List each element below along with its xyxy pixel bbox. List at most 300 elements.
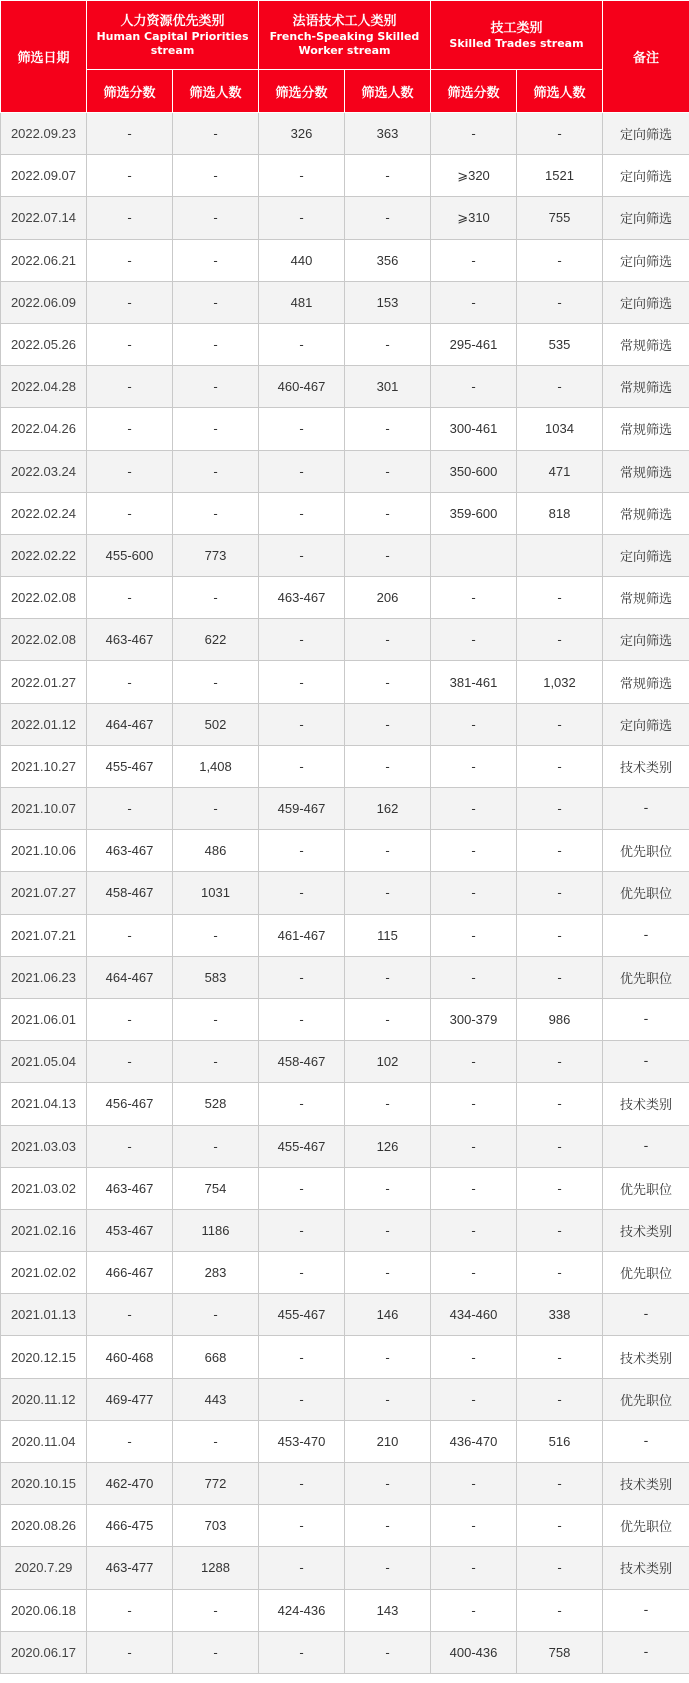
hc-count-cell: 773: [173, 534, 259, 576]
fr-score-cell: -: [259, 998, 345, 1040]
table-row: [1, 745, 689, 787]
fr-count-cell: -: [345, 998, 431, 1040]
st-score-cell: -: [431, 113, 517, 155]
hc-score-cell: 458-467: [87, 872, 173, 914]
date-cell: 2021.10.07: [1, 788, 87, 830]
st-count-cell: -: [517, 1336, 603, 1378]
st-score-cell: -: [431, 1083, 517, 1125]
table-row: [1, 1463, 689, 1505]
table-row: [1, 1209, 689, 1251]
st-score-cell: ⩾320: [431, 155, 517, 197]
note-cell: -: [603, 1294, 689, 1336]
table-row: [1, 956, 689, 998]
st-score-cell: -: [431, 1209, 517, 1251]
fr-count-cell: -: [345, 956, 431, 998]
hc-count-cell: 622: [173, 619, 259, 661]
note-cell: 常规筛选: [603, 323, 689, 365]
table-row: [1, 197, 689, 239]
st-score-cell: 434-460: [431, 1294, 517, 1336]
fr-score-cell: 460-467: [259, 366, 345, 408]
hc-score-cell: -: [87, 998, 173, 1040]
date-cell: 2021.02.16: [1, 1209, 87, 1251]
table-row: [1, 577, 689, 619]
header-date: 筛选日期: [1, 1, 87, 113]
hc-count-cell: -: [173, 239, 259, 281]
table-row: [1, 1631, 689, 1673]
date-cell: 2022.07.14: [1, 197, 87, 239]
date-cell: 2022.01.27: [1, 661, 87, 703]
st-count-cell: -: [517, 956, 603, 998]
note-cell: 优先职位: [603, 956, 689, 998]
note-cell: 常规筛选: [603, 366, 689, 408]
fr-count-cell: -: [345, 492, 431, 534]
st-count-cell: 1034: [517, 408, 603, 450]
table-row: [1, 1083, 689, 1125]
hc-score-cell: -: [87, 914, 173, 956]
date-cell: 2022.03.24: [1, 450, 87, 492]
note-cell: 技术类别: [603, 745, 689, 787]
st-count-cell: -: [517, 1252, 603, 1294]
note-cell: 定向筛选: [603, 281, 689, 323]
st-score-cell: 359-600: [431, 492, 517, 534]
st-score-cell: 436-470: [431, 1420, 517, 1462]
table-row: [1, 1167, 689, 1209]
fr-score-cell: -: [259, 492, 345, 534]
note-cell: 技术类别: [603, 1547, 689, 1589]
fr-score-cell: -: [259, 1463, 345, 1505]
table-row: [1, 788, 689, 830]
header-count: 筛选人数: [517, 70, 603, 113]
fr-score-cell: 440: [259, 239, 345, 281]
hc-count-cell: -: [173, 323, 259, 365]
fr-score-cell: -: [259, 534, 345, 576]
hc-count-cell: 583: [173, 956, 259, 998]
note-cell: 优先职位: [603, 1505, 689, 1547]
fr-score-cell: -: [259, 956, 345, 998]
date-cell: 2020.7.29: [1, 1547, 87, 1589]
hc-score-cell: -: [87, 197, 173, 239]
date-cell: 2021.10.27: [1, 745, 87, 787]
fr-score-cell: -: [259, 1547, 345, 1589]
note-cell: 常规筛选: [603, 492, 689, 534]
hc-count-cell: -: [173, 661, 259, 703]
hc-count-cell: -: [173, 113, 259, 155]
hc-score-cell: -: [87, 239, 173, 281]
table-header: [1, 1, 689, 113]
st-score-cell: -: [431, 1125, 517, 1167]
note-cell: 技术类别: [603, 1463, 689, 1505]
note-cell: 定向筛选: [603, 197, 689, 239]
note-cell: 定向筛选: [603, 619, 689, 661]
fr-score-cell: -: [259, 661, 345, 703]
st-count-cell: -: [517, 1589, 603, 1631]
st-score-cell: -: [431, 1547, 517, 1589]
fr-score-cell: 424-436: [259, 1589, 345, 1631]
date-cell: 2022.02.24: [1, 492, 87, 534]
st-count-cell: -: [517, 745, 603, 787]
fr-count-cell: -: [345, 745, 431, 787]
hc-score-cell: -: [87, 1631, 173, 1673]
note-cell: 优先职位: [603, 1167, 689, 1209]
hc-score-cell: 463-477: [87, 1547, 173, 1589]
st-score-cell: -: [431, 239, 517, 281]
hc-score-cell: 464-467: [87, 956, 173, 998]
note-cell: -: [603, 914, 689, 956]
fr-count-cell: -: [345, 1547, 431, 1589]
st-score-cell: 381-461: [431, 661, 517, 703]
fr-count-cell: 143: [345, 1589, 431, 1631]
hc-score-cell: 464-467: [87, 703, 173, 745]
table-row: [1, 408, 689, 450]
hc-score-cell: -: [87, 408, 173, 450]
fr-count-cell: -: [345, 619, 431, 661]
fr-score-cell: -: [259, 1209, 345, 1251]
fr-score-cell: -: [259, 155, 345, 197]
fr-count-cell: 153: [345, 281, 431, 323]
header-group-skilled-trades-en: Skilled Trades stream: [449, 36, 584, 50]
hc-score-cell: -: [87, 281, 173, 323]
header-group-human-capital-en: Human Capital Priorities stream: [96, 29, 249, 57]
st-score-cell: -: [431, 1167, 517, 1209]
st-count-cell: [517, 534, 603, 576]
date-cell: 2020.11.04: [1, 1420, 87, 1462]
note-cell: 定向筛选: [603, 703, 689, 745]
date-cell: 2022.06.09: [1, 281, 87, 323]
hc-count-cell: -: [173, 1420, 259, 1462]
header-score: 筛选分数: [87, 70, 173, 113]
fr-count-cell: -: [345, 1378, 431, 1420]
hc-count-cell: -: [173, 1294, 259, 1336]
fr-count-cell: 115: [345, 914, 431, 956]
st-score-cell: 295-461: [431, 323, 517, 365]
header-count: 筛选人数: [345, 70, 431, 113]
st-count-cell: -: [517, 788, 603, 830]
note-cell: -: [603, 1631, 689, 1673]
hc-count-cell: -: [173, 577, 259, 619]
st-count-cell: -: [517, 239, 603, 281]
st-score-cell: -: [431, 1041, 517, 1083]
date-cell: 2021.07.27: [1, 872, 87, 914]
table-row: [1, 113, 689, 155]
header-group-french-skilled-en: French-Speaking Skilled Worker stream: [269, 29, 420, 57]
hc-count-cell: -: [173, 788, 259, 830]
note-cell: 定向筛选: [603, 113, 689, 155]
fr-count-cell: -: [345, 1463, 431, 1505]
fr-score-cell: 461-467: [259, 914, 345, 956]
fr-score-cell: -: [259, 1083, 345, 1125]
hc-score-cell: -: [87, 1589, 173, 1631]
fr-score-cell: 459-467: [259, 788, 345, 830]
fr-score-cell: -: [259, 1505, 345, 1547]
table-row: [1, 239, 689, 281]
note-cell: 技术类别: [603, 1336, 689, 1378]
header-score: 筛选分数: [259, 70, 345, 113]
st-score-cell: -: [431, 281, 517, 323]
note-cell: 优先职位: [603, 1378, 689, 1420]
table-row: [1, 830, 689, 872]
header-group-human-capital-cn: 人力资源优先类别: [120, 13, 225, 29]
hc-count-cell: 772: [173, 1463, 259, 1505]
hc-count-cell: -: [173, 408, 259, 450]
hc-score-cell: 463-467: [87, 1167, 173, 1209]
header-score: 筛选分数: [431, 70, 517, 113]
hc-score-cell: -: [87, 1125, 173, 1167]
hc-score-cell: 463-467: [87, 619, 173, 661]
hc-count-cell: 668: [173, 1336, 259, 1378]
header-group-french-skilled: [259, 1, 431, 70]
note-cell: -: [603, 1420, 689, 1462]
fr-count-cell: 102: [345, 1041, 431, 1083]
st-score-cell: -: [431, 577, 517, 619]
table-row: [1, 1125, 689, 1167]
hc-count-cell: 283: [173, 1252, 259, 1294]
table-row: [1, 281, 689, 323]
header-group-skilled-trades: [431, 1, 603, 70]
hc-score-cell: -: [87, 788, 173, 830]
table-row: [1, 1505, 689, 1547]
fr-count-cell: -: [345, 197, 431, 239]
table-row: [1, 1336, 689, 1378]
hc-count-cell: 443: [173, 1378, 259, 1420]
hc-score-cell: -: [87, 323, 173, 365]
table-row: [1, 534, 689, 576]
table-row: [1, 703, 689, 745]
table-row: [1, 1378, 689, 1420]
hc-score-cell: 466-467: [87, 1252, 173, 1294]
fr-count-cell: -: [345, 323, 431, 365]
date-cell: 2020.10.15: [1, 1463, 87, 1505]
fr-count-cell: -: [345, 703, 431, 745]
table-row: [1, 998, 689, 1040]
fr-score-cell: -: [259, 1336, 345, 1378]
st-score-cell: -: [431, 366, 517, 408]
table-row: [1, 1294, 689, 1336]
note-cell: -: [603, 1589, 689, 1631]
hc-count-cell: 1288: [173, 1547, 259, 1589]
hc-score-cell: -: [87, 661, 173, 703]
date-cell: 2022.04.26: [1, 408, 87, 450]
table-row: [1, 323, 689, 365]
fr-count-cell: -: [345, 1083, 431, 1125]
fr-count-cell: -: [345, 661, 431, 703]
date-cell: 2021.06.23: [1, 956, 87, 998]
st-score-cell: 300-461: [431, 408, 517, 450]
st-count-cell: -: [517, 1083, 603, 1125]
hc-count-cell: 528: [173, 1083, 259, 1125]
st-score-cell: -: [431, 788, 517, 830]
note-cell: 定向筛选: [603, 534, 689, 576]
hc-count-cell: -: [173, 1041, 259, 1083]
table-body: [1, 113, 689, 1674]
note-cell: -: [603, 1125, 689, 1167]
table-row: [1, 914, 689, 956]
fr-count-cell: -: [345, 408, 431, 450]
hc-score-cell: 453-467: [87, 1209, 173, 1251]
st-score-cell: 350-600: [431, 450, 517, 492]
date-cell: 2022.05.26: [1, 323, 87, 365]
st-score-cell: -: [431, 745, 517, 787]
date-cell: 2021.05.04: [1, 1041, 87, 1083]
st-count-cell: 1521: [517, 155, 603, 197]
hc-count-cell: -: [173, 1125, 259, 1167]
st-score-cell: -: [431, 703, 517, 745]
fr-count-cell: 363: [345, 113, 431, 155]
note-cell: 常规筛选: [603, 408, 689, 450]
st-count-cell: -: [517, 1547, 603, 1589]
st-count-cell: 986: [517, 998, 603, 1040]
st-score-cell: -: [431, 830, 517, 872]
fr-score-cell: -: [259, 872, 345, 914]
hc-score-cell: 456-467: [87, 1083, 173, 1125]
st-count-cell: 758: [517, 1631, 603, 1673]
hc-score-cell: -: [87, 577, 173, 619]
header-group-human-capital: [87, 1, 259, 70]
date-cell: 2020.06.17: [1, 1631, 87, 1673]
fr-score-cell: -: [259, 408, 345, 450]
header-count: 筛选人数: [173, 70, 259, 113]
hc-score-cell: -: [87, 1420, 173, 1462]
note-cell: 技术类别: [603, 1083, 689, 1125]
hc-count-cell: 1186: [173, 1209, 259, 1251]
date-cell: 2021.06.01: [1, 998, 87, 1040]
fr-score-cell: -: [259, 619, 345, 661]
note-cell: -: [603, 1041, 689, 1083]
st-score-cell: 400-436: [431, 1631, 517, 1673]
st-count-cell: -: [517, 1209, 603, 1251]
table-row: [1, 1589, 689, 1631]
note-cell: 常规筛选: [603, 450, 689, 492]
fr-score-cell: -: [259, 1378, 345, 1420]
fr-score-cell: 455-467: [259, 1294, 345, 1336]
date-cell: 2022.06.21: [1, 239, 87, 281]
date-cell: 2022.01.12: [1, 703, 87, 745]
st-count-cell: 535: [517, 323, 603, 365]
fr-count-cell: 206: [345, 577, 431, 619]
st-count-cell: -: [517, 577, 603, 619]
date-cell: 2021.02.02: [1, 1252, 87, 1294]
date-cell: 2021.01.13: [1, 1294, 87, 1336]
date-cell: 2020.11.12: [1, 1378, 87, 1420]
hc-count-cell: 703: [173, 1505, 259, 1547]
hc-count-cell: 486: [173, 830, 259, 872]
st-score-cell: -: [431, 1252, 517, 1294]
hc-count-cell: -: [173, 197, 259, 239]
fr-count-cell: -: [345, 830, 431, 872]
fr-count-cell: -: [345, 534, 431, 576]
table-row: [1, 1252, 689, 1294]
note-cell: -: [603, 998, 689, 1040]
hc-count-cell: -: [173, 155, 259, 197]
header-group-french-skilled-cn: 法语技术工人类别: [292, 13, 397, 29]
note-cell: 定向筛选: [603, 239, 689, 281]
st-count-cell: -: [517, 703, 603, 745]
date-cell: 2021.10.06: [1, 830, 87, 872]
st-score-cell: -: [431, 1505, 517, 1547]
fr-count-cell: -: [345, 1505, 431, 1547]
hc-count-cell: -: [173, 914, 259, 956]
hc-score-cell: 463-467: [87, 830, 173, 872]
st-score-cell: -: [431, 1589, 517, 1631]
hc-score-cell: -: [87, 1294, 173, 1336]
st-count-cell: -: [517, 914, 603, 956]
fr-score-cell: 455-467: [259, 1125, 345, 1167]
st-score-cell: [431, 534, 517, 576]
fr-score-cell: 481: [259, 281, 345, 323]
st-count-cell: 818: [517, 492, 603, 534]
note-cell: 技术类别: [603, 1209, 689, 1251]
table-row: [1, 1041, 689, 1083]
st-score-cell: 300-379: [431, 998, 517, 1040]
fr-score-cell: -: [259, 1252, 345, 1294]
st-count-cell: -: [517, 1378, 603, 1420]
date-cell: 2021.03.03: [1, 1125, 87, 1167]
header-note: 备注: [603, 1, 689, 113]
hc-score-cell: -: [87, 155, 173, 197]
st-count-cell: 338: [517, 1294, 603, 1336]
st-count-cell: -: [517, 619, 603, 661]
st-score-cell: -: [431, 872, 517, 914]
hc-score-cell: -: [87, 366, 173, 408]
date-cell: 2022.02.22: [1, 534, 87, 576]
table-row: [1, 1547, 689, 1589]
st-score-cell: -: [431, 1378, 517, 1420]
hc-count-cell: 502: [173, 703, 259, 745]
hc-score-cell: -: [87, 492, 173, 534]
hc-count-cell: 1,408: [173, 745, 259, 787]
fr-score-cell: 458-467: [259, 1041, 345, 1083]
fr-score-cell: 326: [259, 113, 345, 155]
hc-count-cell: -: [173, 492, 259, 534]
st-count-cell: -: [517, 1125, 603, 1167]
note-cell: -: [603, 788, 689, 830]
note-cell: 优先职位: [603, 830, 689, 872]
st-score-cell: -: [431, 956, 517, 998]
fr-count-cell: -: [345, 1167, 431, 1209]
note-cell: 常规筛选: [603, 577, 689, 619]
table-row: [1, 661, 689, 703]
date-cell: 2022.04.28: [1, 366, 87, 408]
table-row: [1, 1420, 689, 1462]
note-cell: 优先职位: [603, 872, 689, 914]
fr-count-cell: -: [345, 872, 431, 914]
hc-count-cell: 754: [173, 1167, 259, 1209]
fr-count-cell: 126: [345, 1125, 431, 1167]
table-row: [1, 492, 689, 534]
st-count-cell: -: [517, 1463, 603, 1505]
note-cell: 常规筛选: [603, 661, 689, 703]
date-cell: 2022.09.07: [1, 155, 87, 197]
st-count-cell: 755: [517, 197, 603, 239]
fr-count-cell: 356: [345, 239, 431, 281]
hc-score-cell: -: [87, 1041, 173, 1083]
st-count-cell: 471: [517, 450, 603, 492]
fr-count-cell: -: [345, 1336, 431, 1378]
hc-count-cell: -: [173, 1589, 259, 1631]
fr-score-cell: -: [259, 323, 345, 365]
st-count-cell: -: [517, 830, 603, 872]
date-cell: 2020.12.15: [1, 1336, 87, 1378]
fr-count-cell: -: [345, 1252, 431, 1294]
fr-score-cell: -: [259, 197, 345, 239]
st-score-cell: ⩾310: [431, 197, 517, 239]
note-cell: 定向筛选: [603, 155, 689, 197]
table-row: [1, 155, 689, 197]
fr-score-cell: -: [259, 745, 345, 787]
st-count-cell: -: [517, 366, 603, 408]
hc-count-cell: -: [173, 998, 259, 1040]
hc-count-cell: -: [173, 1631, 259, 1673]
note-cell: 优先职位: [603, 1252, 689, 1294]
